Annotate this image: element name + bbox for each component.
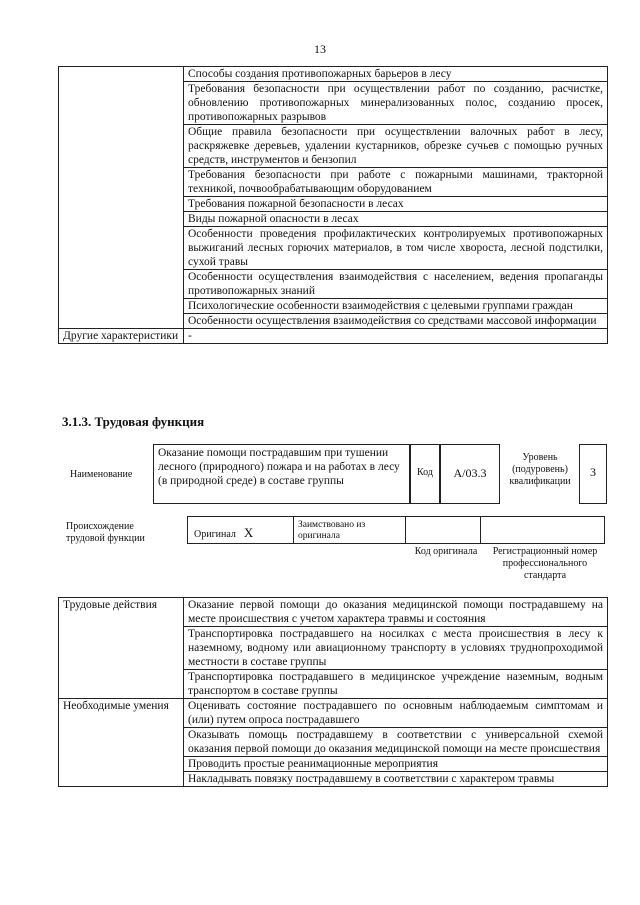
actions-table — [58, 597, 608, 787]
table-cell: Оказывать помощь пострадавшему в соответствии с универсальной схемой оказания первой помощи до оказания медицинской помощи на месте происшествия — [184, 728, 608, 757]
code-original-cell — [405, 516, 481, 544]
table-cell: Проводить простые реанимационные мероприятия — [184, 757, 608, 772]
skills-label: Необходимые умения — [59, 699, 184, 787]
table-cell: Оказание первой помощи до оказания медицинской помощи пострадавшему на месте происшествия с учетом характера травмы и состояния — [184, 598, 608, 627]
table-cell: Особенности осуществления взаимодействия с населением, ведения пропаганды противопожарных знаний — [184, 270, 608, 299]
labor-actions-label: Трудовые действия — [59, 598, 184, 699]
qualification-level-label: Уровень (подуровень) квалификации — [509, 452, 571, 487]
other-characteristics-label: Другие характеристики — [59, 329, 184, 344]
section-title: 3.1.3. Трудовая функция — [62, 414, 205, 429]
origin-original-cell — [187, 516, 294, 544]
reg-number-label: Регистрационный номер профессионального стандарта — [492, 546, 598, 581]
table-row — [59, 67, 608, 82]
original-mark: X — [243, 525, 254, 540]
table-cell: Особенности осуществления взаимодействия со средствами массовой информации — [184, 314, 608, 329]
table-cell: Требования пожарной безопасности в лесах — [184, 197, 608, 212]
knowledge-table — [58, 66, 608, 344]
table-cell-empty — [59, 67, 184, 329]
page-number: 13 — [314, 42, 326, 56]
table-cell: Виды пожарной опасности в лесах — [184, 212, 608, 227]
code-label: Код — [410, 444, 440, 504]
table-row — [59, 329, 608, 344]
origin-label: Происхождение трудовой функции — [66, 521, 145, 544]
table-cell: Требования безопасности при работе с пожарными машинами, тракторной техникой, почвообрабатывающим оборудованием — [184, 168, 608, 197]
table-cell: Психологические особенности взаимодействия с целевыми группами граждан — [184, 299, 608, 314]
table-cell: Требования безопасности при осуществлении работ по созданию, расчистке, обновлению противопожарных минерализованных полос, созданию просек, противопожарных разрывов — [184, 82, 608, 125]
borrowed-label: Заимствовано из оригинала — [293, 516, 406, 544]
table-cell: Способы создания противопожарных барьеров в лесу — [184, 67, 608, 82]
table-cell: Транспортировка пострадавшего на носилках с места происшествия в лесу к наземному, водному или авиационному транспорту в условиях труднопроходимой местности в составе группы — [184, 627, 608, 670]
function-name: Оказание помощи пострадавшим при тушении лесного (природного) пожара и на работах в лесу (в природной среде) в составе группы — [153, 444, 410, 504]
code-original-label: Код оригинала — [414, 546, 478, 557]
table-row — [59, 699, 608, 728]
reg-number-cell — [480, 516, 605, 544]
table-row — [59, 598, 608, 627]
table-cell: Транспортировка пострадавшего в медицинское учреждение наземным, водным транспортом в составе группы — [184, 670, 608, 699]
table-cell: Накладывать повязку пострадавшему в соответствии с характером травмы — [184, 772, 608, 787]
table-cell: Оценивать состояние пострадавшего по основным наблюдаемым симптомам и (или) путем опроса пострадавшего — [184, 699, 608, 728]
table-cell: Общие правила безопасности при осуществлении валочных работ в лесу, раскряжевке деревьев, удалении кустарников, обрезке сучьев с помощью ручных средств, инструментов и бензопил — [184, 125, 608, 168]
other-characteristics-value: - — [184, 329, 608, 344]
name-label: Наименование — [70, 469, 133, 480]
original-label: Оригинал — [194, 529, 236, 540]
qualification-level: 3 — [579, 444, 607, 504]
table-cell: Особенности проведения профилактических контролируемых противопожарных выжиганий лесных горючих материалов, в том числе хвороста, лесной подстилки, сухой травы — [184, 227, 608, 270]
function-code: А/03.3 — [440, 444, 500, 504]
